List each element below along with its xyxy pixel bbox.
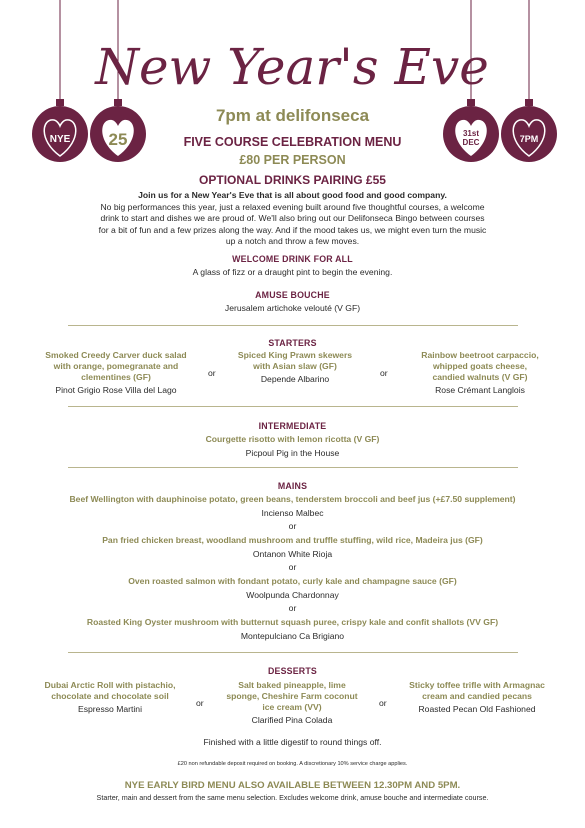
starter-item: Rainbow beetroot carpaccio, whipped goats cheese, candied walnuts (V GF) Rose Crémant Langlois [421, 350, 539, 395]
main-dish: Roasted King Oyster mushroom with butternut squash puree, crispy kale and confit shallots (VV GF) [86, 617, 499, 627]
mains-heading: MAINS [277, 481, 308, 491]
svg-text:NYE: NYE [49, 134, 71, 145]
page-title [95, 22, 489, 102]
svg-text:25: 25 [108, 130, 128, 149]
or-separator: or [379, 698, 387, 708]
svg-text:DEC: DEC [462, 138, 480, 147]
dessert-item: Dubai Arctic Roll with pistachio, chocolate and chocolate soil Espresso Martini [44, 680, 176, 714]
amuse-text: Jerusalem artichoke velouté (V GF) [224, 303, 361, 313]
menu-name: FIVE COURSE CELEBRATION MENU [183, 135, 402, 149]
intermediate-wine: Picpoul Pig in the House [245, 448, 340, 458]
starter-item: Smoked Creedy Carver duck salad with orange, pomegranate and clementines (GF) Pinot Grigio Rose Villa del Lago [45, 350, 187, 395]
early-bird-text: Starter, main and dessert from the same menu selection. Excludes welcome drink, amuse bouche and intermediate course. [96, 793, 489, 802]
main-wine: Montepulciano Ca Brigiano [240, 631, 345, 641]
svg-text:31st: 31st [462, 129, 480, 138]
svg-text:7PM: 7PM [519, 134, 539, 144]
main-wine: Woolpunda Chardonnay [246, 590, 339, 600]
divider [68, 467, 518, 468]
price: £80 PER PERSON [239, 153, 346, 167]
main-dish: Oven roasted salmon with fondant potato, curly kale and champagne sauce (GF) [128, 576, 457, 586]
dessert-item: Salt baked pineapple, lime sponge, Cheshire Farm coconut ice cream (VV) Clarified Pina Colada [226, 680, 358, 725]
dessert-item: Sticky toffee trifle with Armagnac cream and candied pecans Roasted Pecan Old Fashioned [409, 680, 545, 714]
or-separator: or [288, 603, 297, 613]
intro-paragraph: Join us for a New Year's Eve that is all about good food and good company. No big performances this year, just a relaxed evening built around five thoughtful courses, a welcome drink to start and dishes we are proud of. We'll also bring out our Delifonseca Bingo between courses for a bit of fun and a few prizes along the way. And if the mood takes us, we might even turn the music up a notch and throw a few moves. [98, 190, 487, 246]
main-wine: Ontanon White Rioja [252, 549, 333, 559]
main-dish: Beef Wellington with dauphinoise potato, green beans, tenderstem broccoli and beef jus (+£7.50 supplement) [69, 494, 516, 504]
welcome-heading: WELCOME DRINK FOR ALL [232, 254, 353, 264]
deposit-note: £20 non refundable deposit required on booking. A discretionary 10% service charge applies. [177, 761, 408, 767]
drinks-pairing: OPTIONAL DRINKS PAIRING £55 [199, 173, 386, 187]
divider [68, 406, 518, 407]
intermediate-dish: Courgette risotto with lemon ricotta (V GF) [205, 434, 380, 444]
divider [68, 325, 518, 326]
main-wine: Incienso Malbec [261, 508, 324, 518]
time-venue: 7pm at delifonseca [215, 106, 370, 125]
main-dish: Pan fried chicken breast, woodland mushroom and truffle stuffing, wild rice, Madeira jus (GF) [102, 535, 483, 545]
desserts-heading: DESSERTS [267, 666, 318, 676]
intermediate-heading: INTERMEDIATE [258, 421, 327, 431]
or-separator: or [196, 698, 204, 708]
svg-text:New Year's Eve: New Year's Eve [95, 38, 489, 96]
amuse-heading: AMUSE BOUCHE [255, 290, 330, 300]
starters-heading: STARTERS [268, 338, 317, 348]
or-separator: or [380, 368, 388, 378]
or-separator: or [208, 368, 216, 378]
divider [68, 652, 518, 653]
early-bird-heading: NYE EARLY BIRD MENU ALSO AVAILABLE BETWEEN 12.30PM AND 5PM. [124, 780, 461, 791]
starter-item: Spiced King Prawn skewers with Asian slaw (GF) Depende Albarino [237, 350, 353, 384]
finish-text: Finished with a little digestif to round things off. [203, 737, 382, 747]
or-separator: or [288, 521, 297, 531]
welcome-text: A glass of fizz or a draught pint to begin the evening. [192, 267, 393, 277]
or-separator: or [288, 562, 297, 572]
